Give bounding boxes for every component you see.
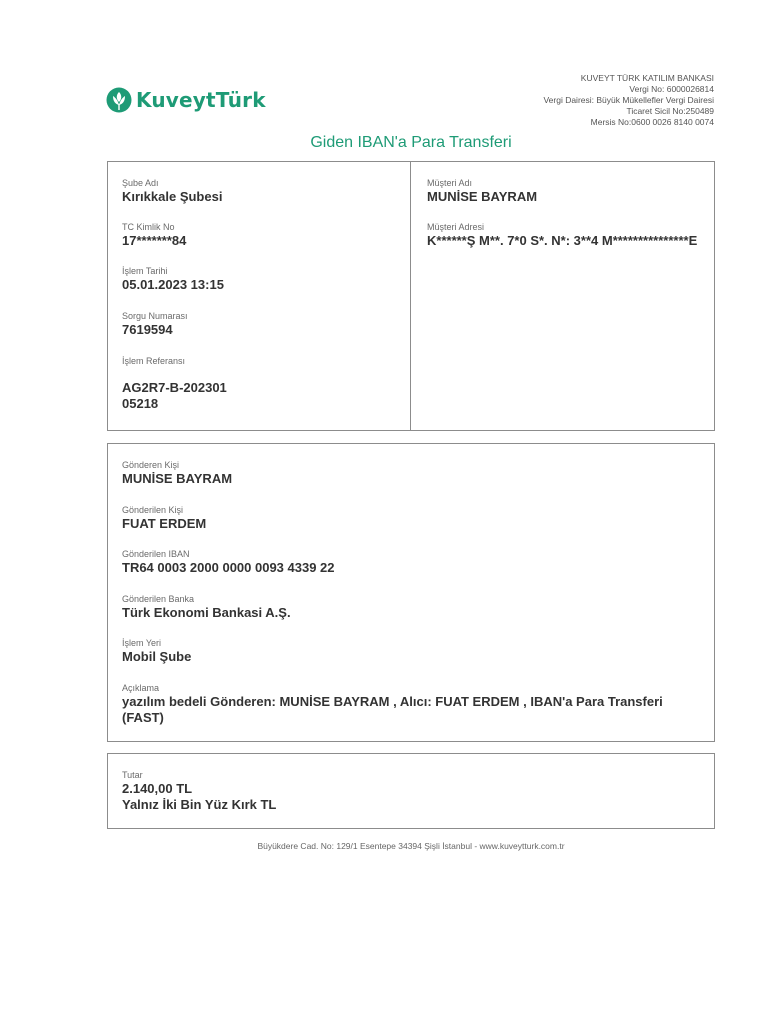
query-number-label: Sorgu Numarası [122,311,188,321]
customer-info-box [410,161,715,431]
amount-box [107,753,715,829]
receiver-field [122,505,206,532]
footer-address: Büyükdere Cad. No: 129/1 Esentepe 34394 Şişli İstanbul - www.kuveytturk.com.tr [257,841,565,851]
transaction-place-value: Mobil Şube [122,649,192,664]
query-number-field [122,311,188,338]
logo-wordmark: KuveytTürk [136,88,266,112]
document-title: Giden IBAN'a Para Transferi [310,134,512,151]
query-number-value: 7619594 [122,322,173,337]
mersis-number: Mersis No:0600 0026 8140 0074 [590,117,714,127]
tc-label: TC Kimlik No [122,222,175,232]
sender-field [122,460,232,487]
tax-office: Vergi Dairesi: Büyük Mükellefler Vergi Dairesi [543,95,714,105]
transaction-place-field [122,638,191,665]
transaction-place-label: İşlem Yeri [122,638,162,648]
transaction-reference-line1: AG2R7-B-202301 [122,380,227,395]
receiver-bank-label: Gönderilen Banka [122,594,195,604]
transaction-date-field [122,266,224,293]
receiver-value: FUAT ERDEM [122,516,207,531]
transaction-reference-line2: 05218 [122,396,159,411]
description-line1: yazılım bedeli Gönderen: MUNİSE BAYRAM , Alıcı: FUAT ERDEM , IBAN'a Para Transferi [122,694,663,709]
customer-name-value: MUNİSE BAYRAM [427,189,538,204]
receiver-bank-field [122,594,291,621]
iban-field [122,549,335,576]
iban-label: Gönderilen IBAN [122,549,190,559]
amount-value: 2.140,00 TL [122,781,193,796]
receiver-bank-value: Türk Ekonomi Bankasi A.Ş. [122,605,291,620]
customer-name-label: Müşteri Adı [427,178,473,188]
tc-value: 17*******84 [122,233,187,248]
receiver-label: Gönderilen Kişi [122,505,184,515]
description-label: Açıklama [122,683,160,693]
sender-value: MUNİSE BAYRAM [122,471,233,486]
customer-name-field [427,178,537,205]
bank-name: KUVEYT TÜRK KATILIM BANKASI [580,73,714,83]
bank-info [543,73,714,128]
description-line2: (FAST) [122,710,164,725]
description-field [122,683,663,726]
branch-info-box [107,161,411,431]
branch-field [122,178,222,205]
iban-value: TR64 0003 2000 0000 0093 4339 22 [122,560,335,575]
bank-logo [106,84,266,116]
amount-field [122,770,276,813]
customer-address-value: K******Ş M**. 7*0 S*. N*: 3**4 M***************E [427,233,698,248]
transaction-date-label: İşlem Tarihi [122,266,168,276]
amount-in-words: Yalnız İki Bin Yüz Kırk TL [122,797,277,812]
transaction-reference-field [122,356,227,412]
transaction-reference-label: İşlem Referansı [122,356,186,366]
customer-address-field [427,222,697,249]
amount-label: Tutar [122,770,143,780]
transfer-details-box [107,443,715,742]
tax-number: Vergi No: 6000026814 [629,84,714,94]
sender-label: Gönderen Kişi [122,460,180,470]
customer-address-label: Müşteri Adresi [427,222,485,232]
branch-label: Şube Adı [122,178,159,188]
branch-value: Kırıkkale Şubesi [122,189,223,204]
tulip-logo-icon [106,86,132,114]
transaction-date-value: 05.01.2023 13:15 [122,277,224,292]
tc-field [122,222,186,249]
trade-registry: Ticaret Sicil No:250489 [626,106,714,116]
